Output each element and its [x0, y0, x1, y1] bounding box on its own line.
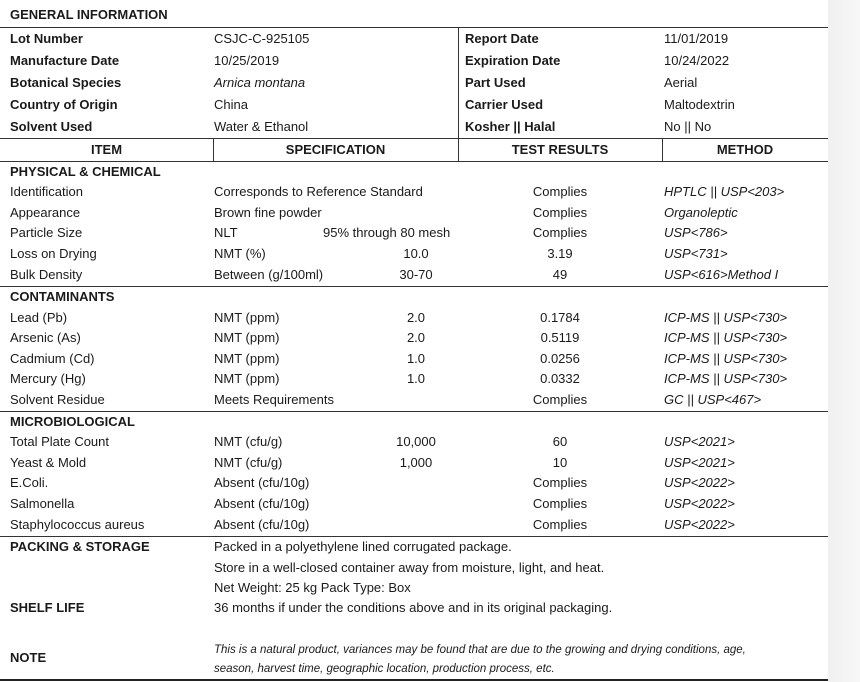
general-top-rule [0, 27, 828, 28]
packing-line: Store in a well-closed container away from moisture, light, and heat. [214, 560, 605, 575]
row-limit: 1.0 [406, 371, 426, 386]
row-spec: Absent (cfu/10g) [214, 475, 310, 490]
field-label: Carrier Used [465, 97, 544, 112]
shelf-life-label: SHELF LIFE [10, 600, 85, 615]
row-item: Total Plate Count [10, 434, 110, 449]
section-rule [0, 286, 828, 287]
row-result: 60 [552, 434, 568, 449]
row-result: 0.0256 [540, 351, 580, 366]
row-item: Bulk Density [10, 267, 83, 282]
columns-top-rule [0, 138, 828, 139]
row-spec: NMT (cfu/g) [214, 434, 283, 449]
row-result: 10 [552, 455, 568, 470]
field-label: Solvent Used [10, 119, 93, 134]
row-spec: Absent (cfu/10g) [214, 496, 310, 511]
row-spec: Corresponds to Reference Standard [214, 184, 423, 199]
row-limit: 10.0 [403, 246, 429, 261]
row-limit: 30-70 [399, 267, 433, 282]
section-title-contaminants: CONTAMINANTS [10, 289, 115, 304]
row-spec: NLT [214, 225, 238, 240]
row-method: USP<2022> [664, 496, 735, 511]
column-header-item: ITEM [90, 142, 123, 157]
row-result: 49 [552, 267, 568, 282]
row-result: Complies [532, 225, 588, 240]
row-method: USP<2021> [664, 455, 735, 470]
row-limit: 2.0 [406, 330, 426, 345]
field-label: Report Date [465, 31, 539, 46]
note-label: NOTE [10, 650, 47, 665]
row-spec: Absent (cfu/10g) [214, 517, 310, 532]
row-item: Yeast & Mold [10, 455, 87, 470]
section-rule [0, 411, 828, 412]
row-result: Complies [532, 205, 588, 220]
packing-label: PACKING & STORAGE [10, 539, 150, 554]
row-result: 0.0332 [540, 371, 580, 386]
field-label: Part Used [465, 75, 526, 90]
row-item: Mercury (Hg) [10, 371, 86, 386]
row-result: Complies [532, 392, 588, 407]
row-spec: NMT (ppm) [214, 351, 280, 366]
packing-line: Packed in a polyethylene lined corrugated package. [214, 539, 512, 554]
carrier-used-value: Maltodextrin [664, 97, 735, 112]
row-spec: Between (g/100ml) [214, 267, 324, 282]
field-label: Expiration Date [465, 53, 561, 68]
part-used-value: Aerial [664, 75, 698, 90]
section-title-physical: PHYSICAL & CHEMICAL [10, 164, 161, 179]
row-item: Salmonella [10, 496, 75, 511]
row-limit: 2.0 [406, 310, 426, 325]
general-info-title: GENERAL INFORMATION [10, 7, 168, 22]
column-header-specification: SPECIFICATION [285, 142, 386, 157]
section-rule [0, 536, 828, 537]
report-date-value: 11/01/2019 [664, 31, 729, 46]
note-line: This is a natural product, variances may be found that are due to the growing and drying conditions, age, [214, 644, 746, 656]
row-method: USP<2022> [664, 475, 735, 490]
botanical-species-value: Arnica montana [214, 75, 306, 90]
row-method: GC || USP<467> [664, 392, 762, 407]
row-method: ICP-MS || USP<730> [664, 310, 788, 325]
column-header-test-results: TEST RESULTS [511, 142, 609, 157]
row-method: USP<786> [664, 225, 728, 240]
row-spec: NMT (ppm) [214, 371, 280, 386]
field-label: Manufacture Date [10, 53, 120, 68]
row-method: ICP-MS || USP<730> [664, 351, 788, 366]
row-method: Organoleptic [664, 205, 738, 220]
row-item: Particle Size [10, 225, 83, 240]
expiration-date-value: 10/24/2022 [664, 53, 730, 68]
row-spec: NMT (%) [214, 246, 266, 261]
row-result: 3.19 [547, 246, 573, 261]
row-limit: 95% through 80 mesh [323, 225, 451, 240]
field-label: Country of Origin [10, 97, 118, 112]
row-item: Identification [10, 184, 83, 199]
field-label: Lot Number [10, 31, 83, 46]
row-method: USP<731> [664, 246, 728, 261]
row-method: ICP-MS || USP<730> [664, 330, 788, 345]
field-label: Botanical Species [10, 75, 122, 90]
row-spec: Meets Requirements [214, 392, 334, 407]
shelf-life-text: 36 months if under the conditions above and in its original packaging. [214, 600, 613, 615]
row-method: HPTLC || USP<203> [664, 184, 785, 199]
columns-bottom-rule [0, 161, 828, 162]
manufacture-date-value: 10/25/2019 [214, 53, 280, 68]
row-result: Complies [532, 496, 588, 511]
row-method: USP<2022> [664, 517, 735, 532]
lot-number-value: CSJC-C-925105 [214, 31, 310, 46]
row-item: E.Coli. [10, 475, 49, 490]
packing-line: Net Weight: 25 kg Pack Type: Box [214, 580, 411, 595]
row-item: Loss on Drying [10, 246, 97, 261]
row-spec: NMT (ppm) [214, 310, 280, 325]
row-method: USP<2021> [664, 434, 735, 449]
page-edge-shadow [828, 0, 860, 682]
row-item: Arsenic (As) [10, 330, 81, 345]
row-result: Complies [532, 184, 588, 199]
kosher-halal-value: No || No [664, 119, 712, 134]
row-limit: 10,000 [396, 434, 436, 449]
column-header-method: METHOD [716, 142, 774, 157]
row-spec: NMT (ppm) [214, 330, 280, 345]
row-spec: NMT (cfu/g) [214, 455, 283, 470]
note-line: season, harvest time, geographic location, production process, etc. [214, 663, 555, 675]
row-item: Lead (Pb) [10, 310, 68, 325]
row-item: Solvent Residue [10, 392, 105, 407]
row-spec: Brown fine powder [214, 205, 322, 220]
row-result: 0.5119 [540, 330, 580, 345]
row-item: Cadmium (Cd) [10, 351, 95, 366]
section-title-microbiological: MICROBIOLOGICAL [10, 414, 135, 429]
country-of-origin-value: China [214, 97, 248, 112]
field-label: Kosher || Halal [465, 119, 556, 134]
row-result: Complies [532, 517, 588, 532]
row-item: Staphylococcus aureus [10, 517, 145, 532]
solvent-used-value: Water & Ethanol [214, 119, 309, 134]
row-result: Complies [532, 475, 588, 490]
row-item: Appearance [10, 205, 81, 220]
row-method: ICP-MS || USP<730> [664, 371, 788, 386]
row-method: USP<616>Method I [664, 267, 779, 282]
row-limit: 1,000 [399, 455, 433, 470]
general-center-divider [458, 27, 459, 161]
bottom-rule [0, 679, 828, 681]
row-limit: 1.0 [406, 351, 426, 366]
row-result: 0.1784 [540, 310, 580, 325]
